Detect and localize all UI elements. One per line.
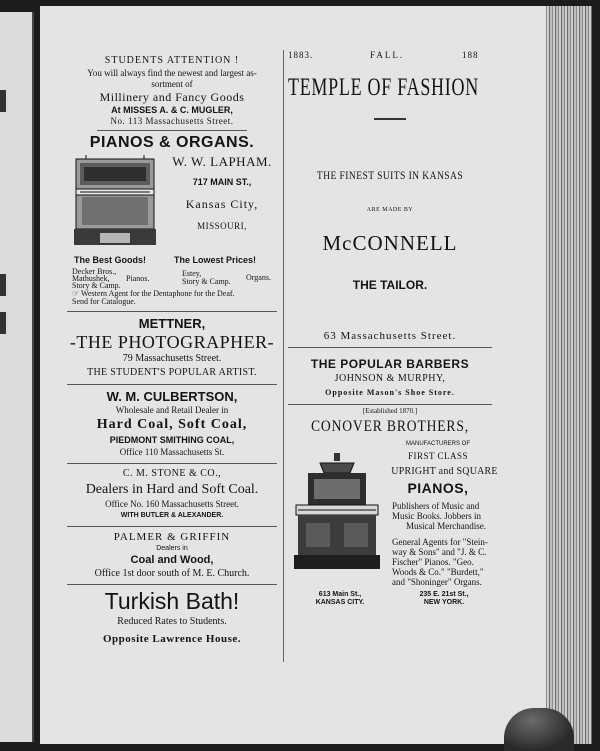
organ-maker: Story & Camp. xyxy=(182,277,231,286)
stone-name: C. M. STONE & CO., xyxy=(122,468,222,479)
stone-ad xyxy=(60,467,284,522)
pianos-organs-ad xyxy=(60,133,284,307)
thumb-shadow xyxy=(504,708,574,751)
left-page-edge xyxy=(0,12,34,742)
palmer-dealers: Dealers in xyxy=(156,545,188,552)
piano-maker: Mathushek, xyxy=(72,274,110,283)
students-address: No. 113 Massachusetts Street. xyxy=(110,116,234,126)
conover-ad xyxy=(288,405,546,615)
organs-label: Organs. xyxy=(246,273,271,282)
lapham-name: W. W. LAPHAM. xyxy=(172,154,272,169)
pianos-label: Pianos. xyxy=(126,274,150,283)
lapham-address: 717 MAIN ST., xyxy=(192,177,252,187)
barbers-ad xyxy=(288,356,546,400)
turkish-rates: Reduced Rates to Students. xyxy=(117,616,227,627)
conover-first-class: FIRST CLASS xyxy=(407,450,469,461)
page-edge-mark xyxy=(0,90,6,112)
tailor: THE TAILOR. xyxy=(352,277,428,292)
page-edge-mark xyxy=(0,312,6,334)
students-line: You will always find the newest and largest as- xyxy=(87,68,257,78)
culbertson-ad xyxy=(60,388,284,459)
left-column xyxy=(60,48,284,649)
rule xyxy=(67,463,277,464)
mettner-tag: THE STUDENT'S POPULAR ARTIST. xyxy=(87,367,257,378)
mettner-address: 79 Massachusetts Street. xyxy=(122,353,222,364)
page-edge-mark xyxy=(0,274,6,296)
header-page-number: 188 xyxy=(462,50,479,60)
barbers-opposite: Opposite Mason's Shoe Store. xyxy=(325,387,455,397)
header-year: 1883. xyxy=(288,50,314,60)
piano-illustration xyxy=(290,453,384,571)
photographer-title: -THE PHOTOGRAPHER- xyxy=(69,332,275,352)
piano-maker: Story & Camp. xyxy=(72,281,121,290)
catalogue-line: Send for Catalogue. xyxy=(72,297,136,306)
made-by: ARE MADE BY xyxy=(366,206,414,213)
rule xyxy=(67,584,277,585)
book-page-stack xyxy=(544,6,592,744)
mugler-line: At MISSES A. & C. MUGLER, xyxy=(111,105,233,115)
conover-kansas-address xyxy=(290,591,390,607)
turkish-bath-ad xyxy=(60,587,284,649)
culbertson-name: W. M. CULBERTSON, xyxy=(106,389,238,404)
temple-of-fashion-ad xyxy=(288,72,546,342)
lapham-block xyxy=(60,153,284,255)
rule xyxy=(67,526,277,527)
barbers-names: JOHNSON & MURPHY, xyxy=(334,372,446,384)
best-goods: The Best Goods! xyxy=(74,255,147,265)
culbertson-office: Office 110 Massachusetts St. xyxy=(119,447,225,457)
conover-manufacturers: MANUFACTURERS OF xyxy=(405,440,470,447)
organ-illustration xyxy=(70,155,160,251)
rule xyxy=(67,384,277,385)
piano-maker: Decker Bros., xyxy=(72,267,117,276)
pianos-heading: PIANOS & ORGANS. xyxy=(89,134,255,151)
address-line: 613 Main St., xyxy=(318,590,362,598)
conover-text-line: Woods & Co." "Burdett," xyxy=(392,566,484,577)
organ-maker: Estey, xyxy=(182,269,202,278)
students-line: sortment of xyxy=(151,79,193,89)
palmer-name: PALMER & GRIFFIN xyxy=(113,531,231,543)
conover-agents xyxy=(392,537,488,587)
lapham-details xyxy=(60,255,284,307)
millinery-line: Millinery and Fancy Goods xyxy=(99,90,245,104)
students-heading: STUDENTS ATTENTION ! xyxy=(104,55,240,66)
conover-text-line: Publishers of Music and xyxy=(392,500,480,511)
barbers-title: THE POPULAR BARBERS xyxy=(310,356,470,371)
mcconnell-address: 63 Massachusetts Street. xyxy=(323,329,457,342)
culbertson-coal: Hard Coal, Soft Coal, xyxy=(96,417,248,432)
temple-title: TEMPLE OF FASHION xyxy=(288,74,479,101)
rule xyxy=(288,347,492,348)
conover-upright: UPRIGHT and SQUARE xyxy=(391,464,498,477)
rule xyxy=(97,130,247,131)
conover-text-line: Musical Merchandise. xyxy=(406,520,486,531)
address-line: 235 E. 21st St., xyxy=(419,590,469,598)
address-line: KANSAS CITY. xyxy=(315,598,365,606)
conover-name: CONOVER BROTHERS, xyxy=(310,417,470,435)
conover-text-line: Music Books. Jobbers in xyxy=(392,510,482,521)
conover-established: [Established 1870.] xyxy=(362,406,418,415)
dentaphone-line: ☞ Western Agent for the Dentaphone for the Deaf. xyxy=(72,289,235,298)
stone-office: Office No. 160 Massachusetts Street. xyxy=(105,499,239,509)
dentaphone-text: Western Agent for the Dentaphone for the Deaf. xyxy=(81,289,235,298)
finest-suits: THE FINEST SUITS IN KANSAS xyxy=(316,167,464,182)
stone-with: WITH BUTLER & ALEXANDER. xyxy=(120,512,224,519)
conover-text-line: Fischer" Pianos. "Geo. xyxy=(392,556,474,567)
advertisement-page xyxy=(40,6,546,744)
turkish-title: Turkish Bath! xyxy=(104,588,240,614)
conover-pianos: PIANOS, xyxy=(407,479,469,496)
lapham-state: MISSOURI, xyxy=(197,221,247,231)
turkish-opposite: Opposite Lawrence House. xyxy=(103,633,241,645)
palmer-griffin-ad xyxy=(60,530,284,580)
mettner-name: METTNER, xyxy=(138,316,206,331)
mettner-ad xyxy=(60,315,284,380)
students-ad xyxy=(60,54,284,127)
conover-publishers xyxy=(392,501,486,531)
rule xyxy=(67,311,277,312)
culbertson-sub: Wholesale and Retail Dealer in xyxy=(115,405,229,415)
header-season: FALL. xyxy=(370,50,405,60)
piedmont-line: PIEDMONT SMITHING COAL, xyxy=(109,435,235,445)
rule xyxy=(374,118,406,120)
conover-text-line: way & Sons" and "J. & C. xyxy=(392,546,487,557)
lowest-prices: The Lowest Prices! xyxy=(174,255,257,265)
conover-text-line: General Agents for "Stein- xyxy=(392,536,488,547)
conover-newyork-address xyxy=(394,591,494,607)
mcconnell-name: McCONNELL xyxy=(322,230,458,255)
palmer-goods: Coal and Wood, xyxy=(130,554,214,566)
address-line: NEW YORK. xyxy=(423,598,465,606)
conover-text-line: and "Shoninger" Organs. xyxy=(392,576,482,587)
lapham-city: Kansas City, xyxy=(185,197,259,211)
palmer-office: Office 1st door south of M. E. Church. xyxy=(94,568,250,579)
running-header xyxy=(288,48,546,62)
stone-dealers: Dealers in Hard and Soft Coal. xyxy=(85,482,259,497)
right-column xyxy=(288,48,546,615)
